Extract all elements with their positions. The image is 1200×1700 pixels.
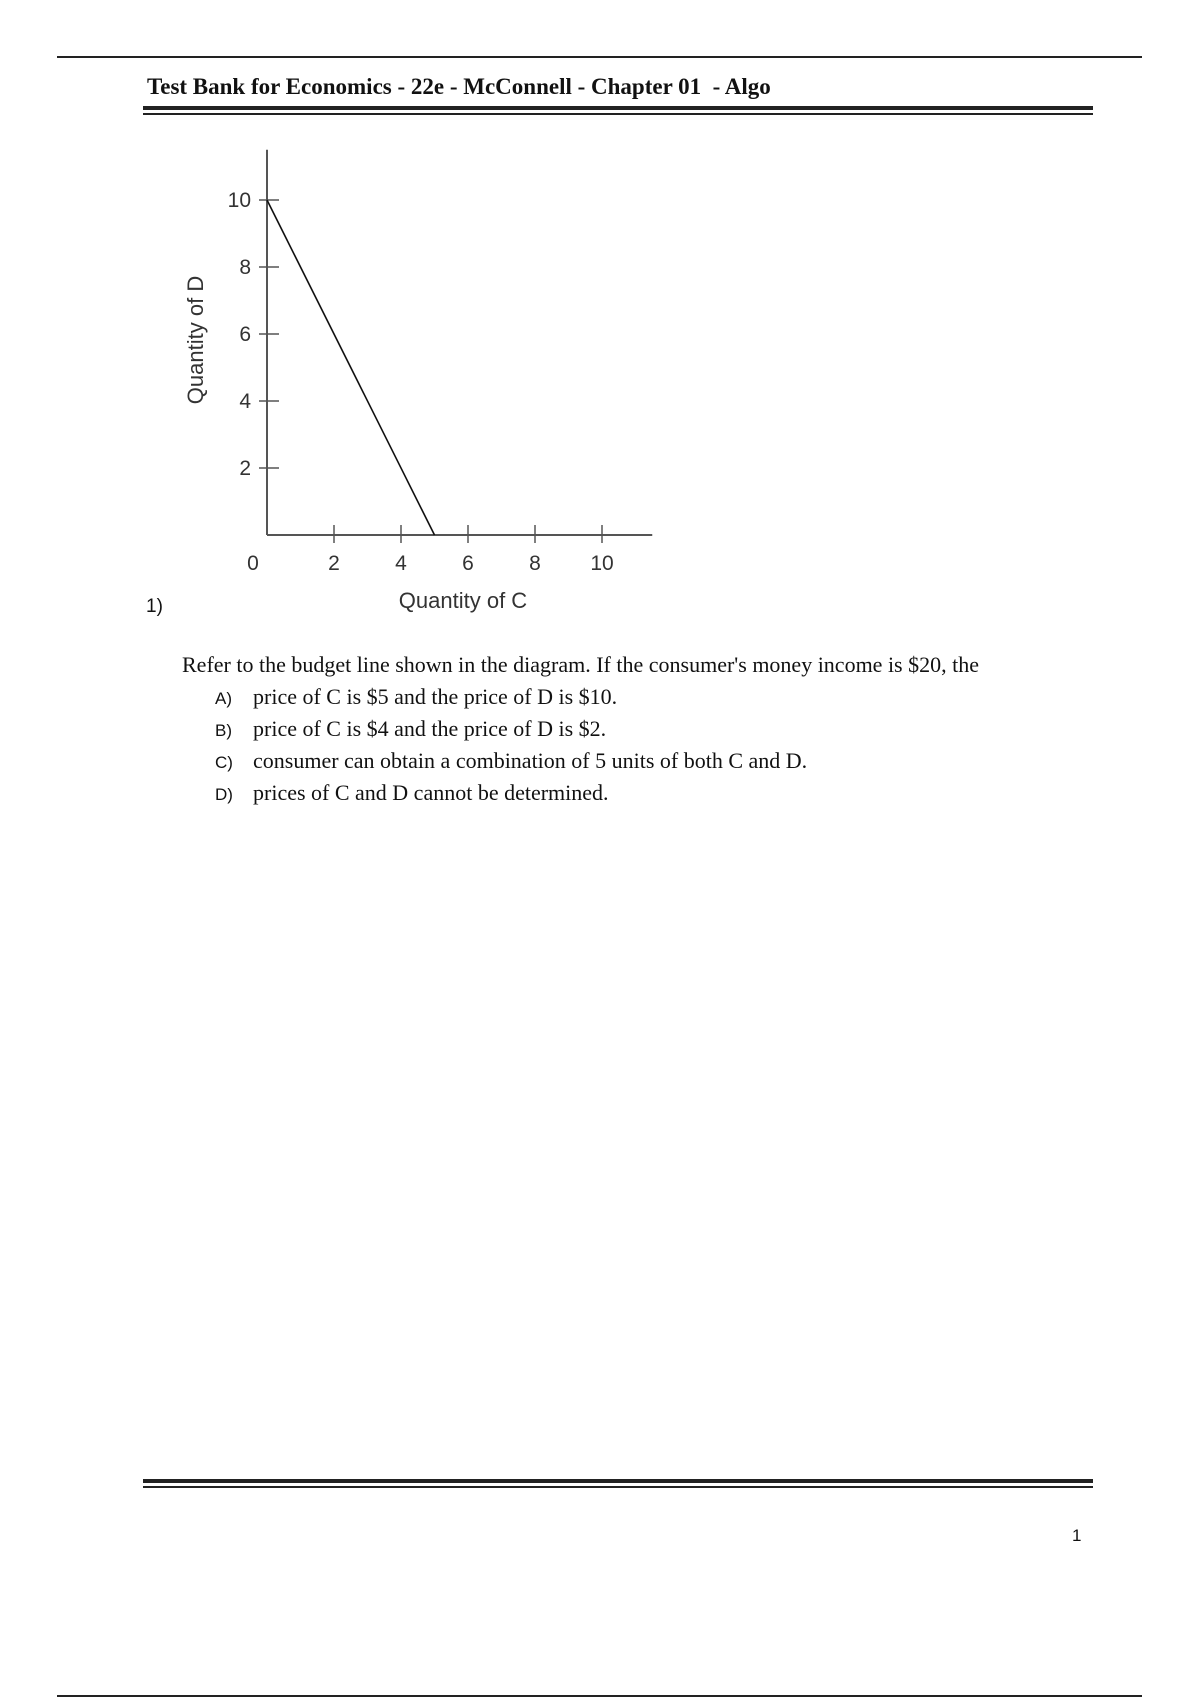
x-tick-label: 4: [395, 552, 407, 575]
option-letter: C): [215, 753, 233, 772]
option-letter: B): [215, 721, 232, 740]
option-letter: D): [215, 785, 233, 804]
x-tick-label: 2: [328, 552, 340, 575]
y-axis-label: Quantity of D: [183, 275, 208, 405]
option-text: consumer can obtain a combination of 5 units of both C and D.: [253, 748, 808, 773]
question-number: 1): [146, 596, 163, 617]
y-tick-label: 8: [239, 256, 251, 279]
x-tick-label: 0: [247, 552, 259, 575]
page-number: 1: [1072, 1526, 1082, 1545]
answer-options: [215, 684, 807, 812]
footer-double-rule: [143, 1479, 1093, 1488]
budget-line: [267, 200, 435, 535]
option-text: price of C is $4 and the price of D is $2.: [253, 716, 607, 741]
option-b[interactable]: [215, 716, 807, 748]
y-tick-label: 6: [239, 323, 251, 346]
y-tick-label: 10: [227, 189, 251, 212]
question-stem: Refer to the budget line shown in the diagram. If the consumer's money income is $20, the: [182, 652, 979, 677]
header-title: Test Bank for Economics - 22e - McConnell - Chapter 01 - Algo: [147, 74, 771, 99]
bottom-page-rule: [57, 1695, 1142, 1697]
x-tick-label: 10: [590, 552, 614, 575]
chart-svg: [160, 135, 680, 625]
option-a[interactable]: [215, 684, 807, 716]
option-text: prices of C and D cannot be determined.: [253, 780, 609, 805]
option-c[interactable]: [215, 748, 807, 780]
x-axis-label: Quantity of C: [398, 588, 528, 613]
option-letter: A): [215, 689, 232, 708]
y-tick-label: 2: [239, 457, 251, 480]
option-text: price of C is $5 and the price of D is $10.: [253, 684, 618, 709]
option-d[interactable]: [215, 780, 807, 812]
budget-line-chart: [160, 135, 680, 625]
x-tick-label: 6: [462, 552, 474, 575]
x-tick-label: 8: [529, 552, 541, 575]
header-double-rule: [143, 106, 1093, 115]
top-page-rule: [57, 56, 1142, 58]
y-tick-label: 4: [239, 390, 251, 413]
